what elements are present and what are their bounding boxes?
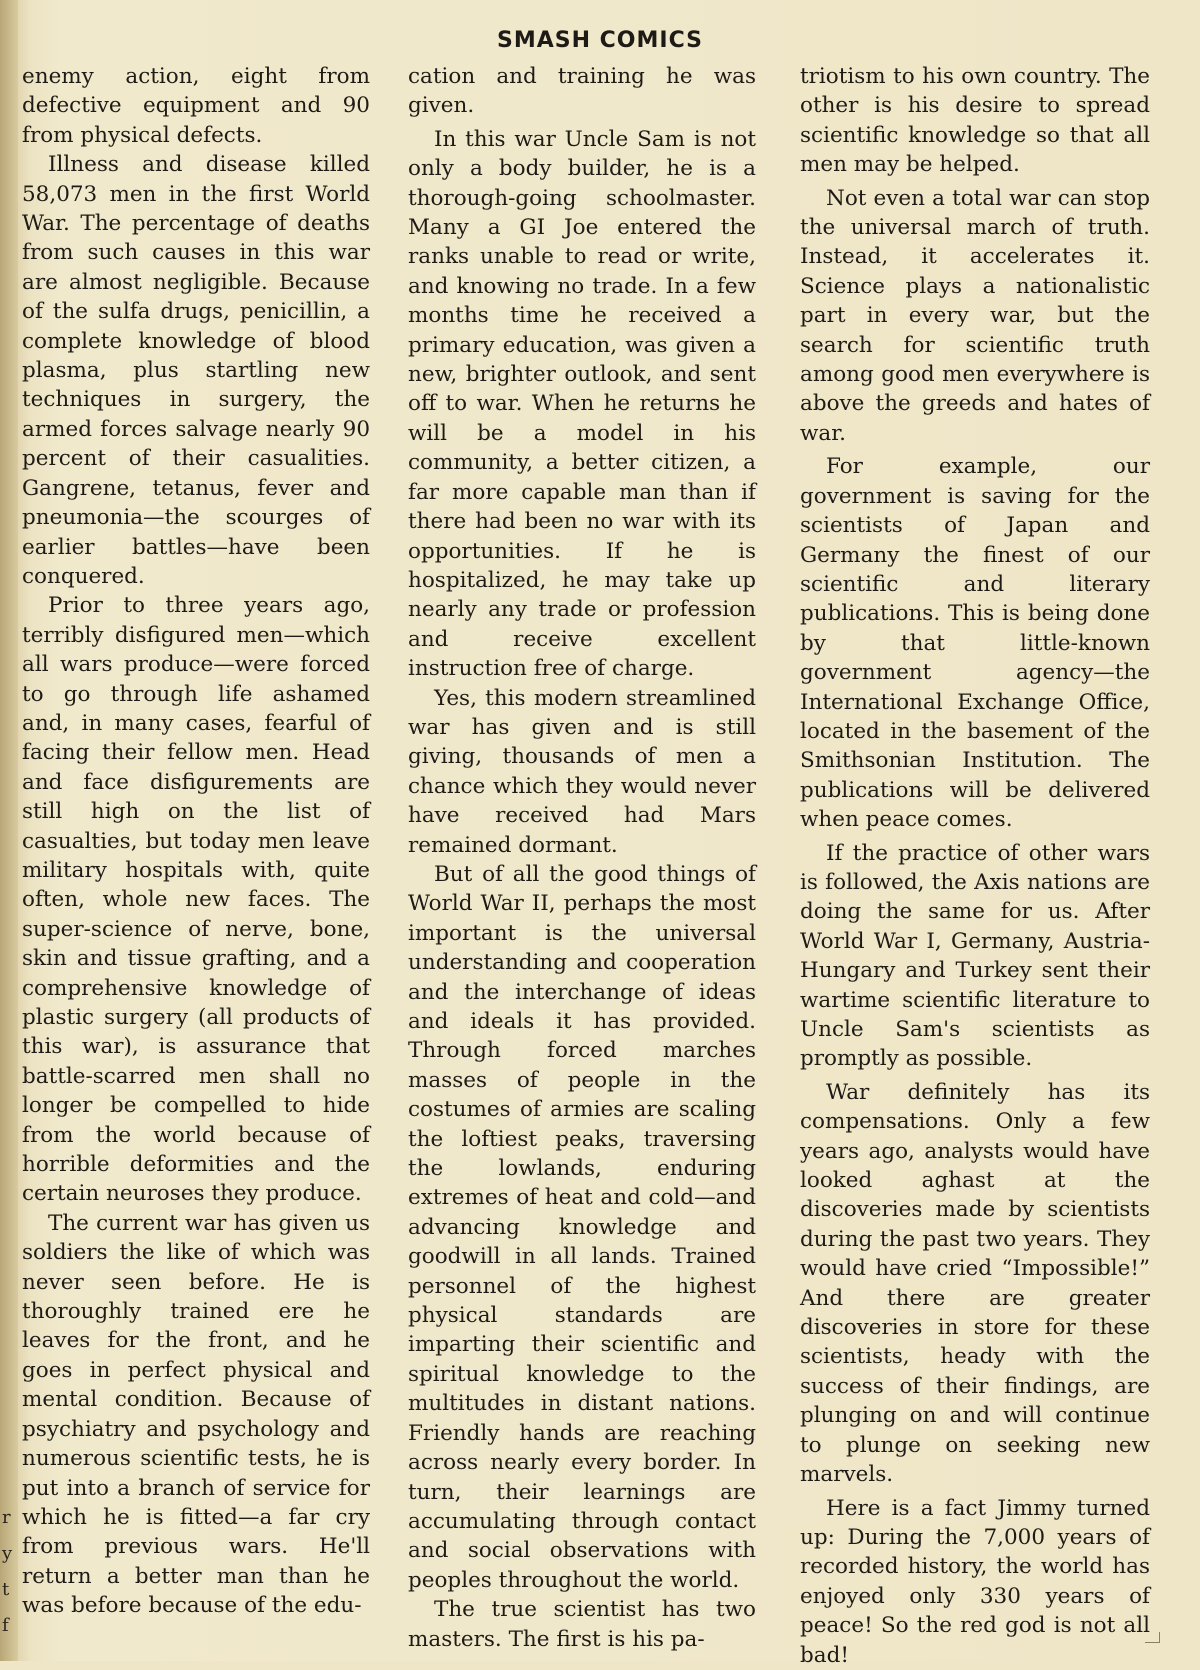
paragraph: War definitely has its compensations. Only a few years ago, analysts would have looked aghast at the discoveries made by scientists during the past two years. They would have cried “Impossible!” And there are greater discoveries in store for these scientists, heady with the success of their findings, are plunging on and will continue to plunge on seeking new marvels. [800, 1079, 1150, 1488]
text-column-3 [800, 62, 1150, 1668]
paragraph: If the practice of other wars is followed, the Axis nations are doing the same for us. After World War I, Germany, Austria-Hungary and Turkey sent their wartime scientific literature to Uncle Sam's scientists as promptly as possible. [800, 840, 1150, 1072]
paragraph: Not even a total war can stop the universal march of truth. Instead, it accelerates it. Science plays a nationalistic part in every war, but the search for scientific truth among good men everywhere is above the greeds and hates of war. [800, 185, 1150, 446]
gutter-mark: t [2, 1579, 10, 1600]
paragraph: Yes, this modern streamlined war has given and is still giving, thousands of men a chance which they would never have received had Mars remained dormant. [408, 685, 756, 858]
paragraph: The true scientist has two masters. The first is his pa- [408, 1597, 756, 1652]
paragraph: triotism to his own country. The other is his desire to spread scientific knowledge so that all men may be helped. [800, 64, 1150, 178]
paragraph: enemy action, eight from defective equipment and 90 from physical defects. [22, 64, 370, 148]
page-header: SMASH COMICS [496, 28, 703, 53]
paragraph: But of all the good things of World War II, perhaps the most important is the universal understanding and cooperation and the interchange of ideas and ideals it has provided. Through forced marches masses of people in the costumes of armies are scaling the loftiest peaks, traversing the lowlands, enduring extremes of heat and cold—and advancing knowledge and goodwill in all lands. Trained personnel of the highest physical standards are imparting their scientific and spiritual knowledge to the multitudes in distant nations. Friendly hands are reaching across nearly every border. In turn, their learnings are accumulating through contact and social observations with peoples throughout the world. [408, 861, 756, 1593]
gutter-mark: f [2, 1615, 9, 1636]
text-column-1 [22, 62, 370, 1632]
paragraph: For example, our government is saving for the scientists of Japan and Germany the finest of our scientific and literary publications. This is being done by that little-known government agency—the International Exchange Office, located in the basement of the Smithsonian Institution. The publications will be delivered when peace comes. [800, 454, 1150, 833]
paragraph: Prior to three years ago, terribly disfigured men—which all wars produce—were forced to go through life ashamed and, in many cases, fearful of facing their fellow men. Head and face disfigurements are still high on the list of casualties, but today men leave military hospitals with, quite often, whole new faces. The super-science of nerve, bone, skin and tissue grafting, and a comprehensive knowledge of plastic surgery (all products of this war), is assurance that battle-scarred men shall no longer be compelled to hide from the world because of horrible deformities and the certain neuroses they produce. [22, 593, 370, 1207]
text-column-2 [408, 62, 756, 1652]
paragraph: cation and training he was given. [408, 64, 756, 119]
page-gutter [0, 0, 18, 1661]
gutter-mark: r [2, 1507, 11, 1528]
gutter-mark: y [2, 1543, 13, 1564]
paragraph: In this war Uncle Sam is not only a body builder, he is a thorough-going schoolmaster. Many a GI Joe entered the ranks unable to read or write, and knowing no trade. In a few months time he received a primary education, was given a new, brighter outlook, and sent off to war. When he returns he will be a model in his community, a better citizen, a far more capable man than if there had been no war with its opportunities. If he is hospitalized, he may take up nearly any trade or profession and receive excellent instruction free of charge. [408, 126, 756, 682]
corner-crop-mark [1145, 1632, 1160, 1643]
paragraph: The current war has given us soldiers the like of which was never seen before. He is thoroughly trained ere he leaves for the front, and he goes in perfect physical and mental condition. Because of psychiatry and psychology and numerous scientific tests, he is put into a branch of service for which he is fitted—a far cry from previous wars. He'll return a better man than he was before because of the edu- [22, 1210, 370, 1619]
paragraph: Illness and disease killed 58,073 men in the first World War. The percentage of deaths from such causes in this war are almost negligible. Because of the sulfa drugs, penicillin, a complete knowledge of blood plasma, plus startling new techniques in surgery, the armed forces salvage nearly 90 percent of their casualities. Gangrene, tetanus, fever and pneumonia—the scourges of earlier battles—have been conquered. [22, 152, 370, 589]
gutter-marks [2, 1500, 16, 1644]
paragraph: Here is a fact Jimmy turned up: During the 7,000 years of recorded history, the world has enjoyed only 330 years of peace! So the red god is not all bad! [800, 1495, 1150, 1668]
